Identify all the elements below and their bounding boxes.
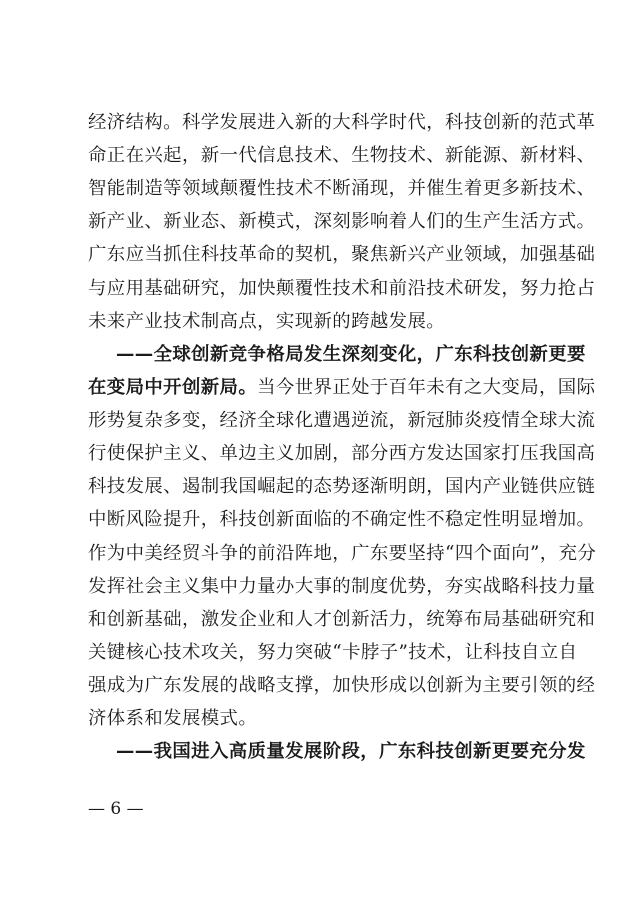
text-line: [88, 708, 257, 730]
bold-heading: ——全球创新竞争格局发生深刻变化，广东科技创新更要: [116, 344, 586, 365]
text-line: [88, 642, 577, 664]
text-line: [88, 675, 595, 697]
line-text: 形势复杂多变，经济全球化遭遇逆流，新冠肺炎疫情全球大流: [88, 410, 596, 431]
line-text: 命正在兴起，新一代信息技术、生物技术、新能源、新材料、: [88, 145, 596, 166]
text-line: [88, 145, 595, 167]
line-text: 发挥社会主义集中力量办大事的制度优势，夯实战略科技力量: [88, 576, 596, 597]
text-line: [88, 576, 595, 598]
text-line: [88, 509, 595, 531]
line-text: 和创新基础，激发企业和人才创新活力，统筹布局基础研究和: [88, 609, 596, 630]
text-line: [88, 178, 595, 200]
text-line: [116, 344, 586, 366]
text-line: [88, 476, 595, 498]
line-text: 广东应当抓住科技革命的契机，聚焦新兴产业领域，加强基础: [88, 244, 596, 265]
line-text: 强成为广东发展的战略支撑，加快形成以创新为主要引领的经: [88, 675, 596, 696]
text-line: [88, 543, 596, 565]
page-number: — 6 —: [88, 799, 144, 819]
line-text: 中断风险提升，科技创新面临的不确定性不稳定性明显增加。: [88, 509, 596, 530]
text-line: [88, 377, 595, 399]
text-line: [88, 244, 595, 266]
line-text: 行使保护主义、单边主义加剧，部分西方发达国家打压我国高: [88, 443, 596, 464]
line-text: 科技发展、遏制我国崛起的态势逐渐明朗，国内产业链供应链: [88, 476, 596, 497]
line-text: 新产业、新业态、新模式，深刻影响着人们的生产生活方式。: [88, 211, 596, 232]
line-text: 济体系和发展模式。: [88, 708, 258, 729]
line-text: 作为中美经贸斗争的前沿阵地，广东要坚持“四个面向”，充分: [88, 543, 597, 564]
text-line: [116, 741, 586, 763]
text-line: [88, 410, 595, 432]
bold-heading: 在变局中开创新局。: [88, 377, 258, 398]
text-line: [88, 609, 595, 631]
text-line: [88, 211, 595, 233]
line-text: 关键核心技术攻关，努力突破“卡脖子”技术，让科技自立自: [88, 642, 578, 663]
text-line: [88, 112, 595, 134]
bold-heading: ——我国进入高质量发展阶段，广东科技创新更要充分发: [116, 741, 586, 762]
text-line: [88, 278, 595, 300]
text-line: [88, 443, 595, 465]
line-text: 智能制造等领域颠覆性技术不断涌现，并催生着更多新技术、: [88, 178, 596, 199]
text-line: [88, 311, 445, 333]
line-text: 经济结构。科学发展进入新的大科学时代，科技创新的范式革: [88, 112, 596, 133]
line-text: 当今世界正处于百年未有之大变局，国际: [257, 377, 596, 398]
line-text: 与应用基础研究，加快颠覆性技术和前沿技术研发，努力抢占: [88, 278, 596, 299]
line-text: 未来产业技术制高点，实现新的跨越发展。: [88, 311, 446, 332]
